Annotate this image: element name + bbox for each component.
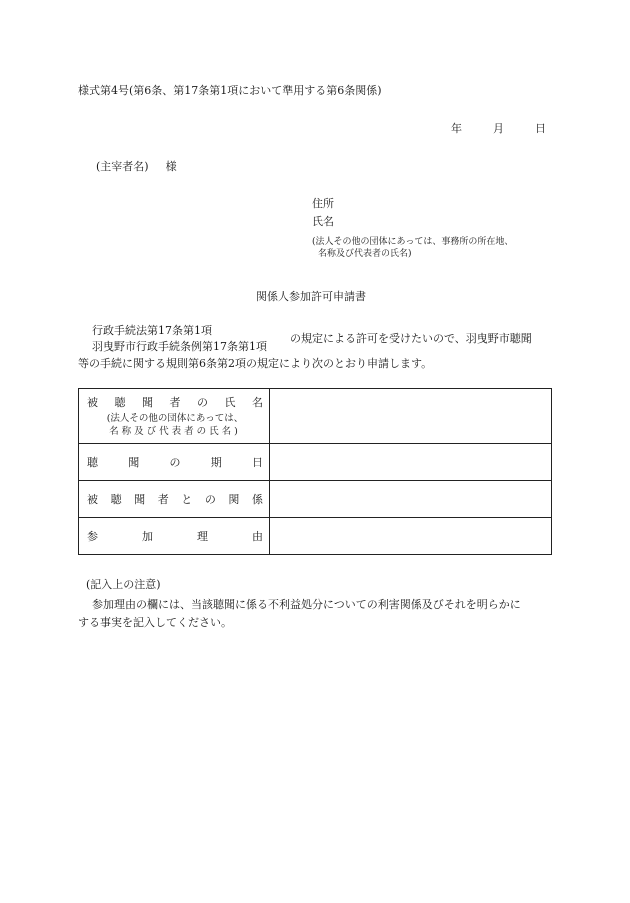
row-label-respondent-name	[79, 389, 270, 444]
date-day: 日	[535, 122, 546, 135]
row2-label-char: 日	[252, 456, 263, 469]
row1-label-char: 氏	[224, 396, 236, 409]
row4-label-char: 加	[142, 530, 153, 543]
hearing-date-field[interactable]	[270, 444, 552, 481]
row2-label-char: 聴	[87, 456, 98, 469]
notes-line-2: する事実を記入してください。	[78, 616, 232, 629]
document-title: 関係人参加許可申請書	[256, 290, 366, 303]
row4-label-char: 由	[252, 530, 263, 543]
name-label: 氏名	[312, 215, 334, 228]
relationship-field[interactable]	[270, 481, 552, 518]
row1-sub-1: (法人その他の団体にあっては、	[106, 413, 244, 424]
row2-label-char: の	[169, 456, 181, 469]
addressee	[96, 158, 177, 174]
row-label-reason	[79, 518, 270, 555]
notes-line-1: 参加理由の欄には、当該聴聞に係る不利益処分についての利害関係及びそれを明らかに	[92, 598, 521, 611]
participation-reason-field[interactable]	[270, 518, 552, 555]
row4-label-char: 参	[87, 530, 98, 543]
form-number: 様式第4号(第6条、第17条第1項において準用する第6条関係)	[78, 84, 382, 97]
row3-label-char: 係	[251, 493, 263, 506]
row3-label-char: の	[204, 493, 216, 506]
row1-label-char: 聞	[142, 396, 153, 409]
host-name: (主宰者名)	[96, 160, 149, 173]
row-label-relationship	[79, 481, 270, 518]
row-label-hearing-date	[79, 444, 270, 481]
table-row	[79, 444, 552, 481]
row2-label-char: 期	[210, 456, 222, 469]
row3-label-char: 者	[157, 493, 169, 506]
body-text-1: の規定による許可を受けたいので、羽曳野市聴聞	[290, 332, 532, 345]
row2-label-char: 聞	[128, 456, 140, 469]
law-reference-2: 羽曳野市行政手続条例第17条第1項	[92, 340, 267, 353]
honorific: 様	[165, 160, 177, 173]
row1-label-char: 者	[169, 396, 181, 409]
row4-label-char: 理	[197, 530, 208, 543]
row3-label-char: 関	[228, 493, 240, 506]
date-line	[451, 120, 546, 136]
row1-label-char: 名	[252, 396, 263, 409]
row3-label-char: 聞	[134, 493, 146, 506]
table-row	[79, 481, 552, 518]
applicant-note-1: (法人その他の団体にあっては、事務所の所在地、	[312, 237, 514, 247]
notes-heading: (記入上の注意)	[86, 578, 161, 591]
row1-sub-2: 名称及び代表者の氏名)	[109, 426, 241, 437]
table-row	[79, 389, 552, 444]
applicant-note-2: 名称及び代表者の氏名)	[318, 249, 412, 259]
row1-label-char: 被	[87, 396, 98, 409]
address-label: 住所	[312, 197, 334, 210]
row3-label-char: 被	[87, 493, 98, 506]
respondent-name-field[interactable]	[270, 389, 552, 444]
law-reference-1: 行政手続法第17条第1項	[92, 324, 212, 337]
row3-label-char: と	[181, 493, 193, 506]
table-row	[79, 518, 552, 555]
application-table	[78, 388, 552, 555]
date-year: 年	[451, 122, 462, 135]
body-text-2: 等の手続に関する規則第6条第2項の規定により次のとおり申請します。	[78, 357, 433, 370]
row1-label-char: の	[197, 396, 208, 409]
row3-label-char: 聴	[110, 493, 122, 506]
date-month: 月	[493, 122, 504, 135]
row1-label-char: 聴	[114, 396, 126, 409]
